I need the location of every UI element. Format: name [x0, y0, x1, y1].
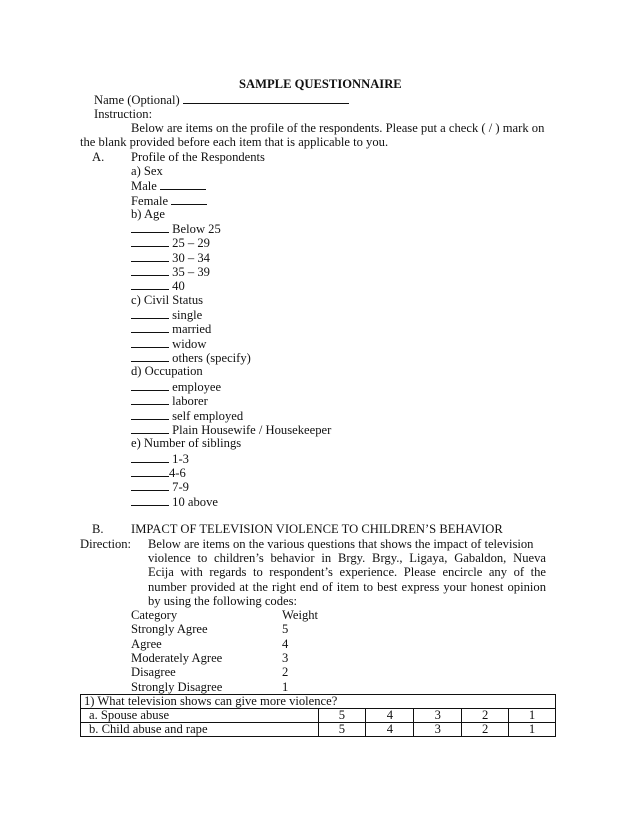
- sex-option-female: [131, 193, 207, 208]
- code-category: Disagree: [131, 665, 176, 679]
- questionnaire-page: [80, 0, 558, 826]
- instruction-label: Instruction:: [94, 107, 153, 121]
- name-blank[interactable]: [183, 92, 349, 104]
- siblings-option: [131, 465, 186, 480]
- name-row: [94, 92, 349, 107]
- occupation-option: [131, 393, 208, 408]
- option-blank[interactable]: [131, 393, 169, 405]
- age-option: [131, 278, 185, 293]
- option-blank[interactable]: [160, 178, 206, 190]
- option-text: single: [172, 308, 203, 322]
- option-text: Plain Housewife / Housekeeper: [172, 423, 332, 437]
- code-weight: 5: [282, 622, 289, 636]
- scale-option[interactable]: 5: [318, 723, 366, 737]
- instruction-line-1: Below are items on the profile of the respondents. Please put a check ( / ) mark on: [131, 121, 545, 135]
- name-label: Name (Optional): [94, 93, 180, 107]
- option-blank[interactable]: [131, 350, 169, 362]
- option-text: 4-6: [169, 466, 186, 480]
- survey-table: [80, 694, 556, 737]
- codes-header-category: Category: [131, 608, 178, 622]
- option-blank[interactable]: [131, 479, 169, 491]
- scale-option[interactable]: 2: [462, 723, 509, 737]
- code-category: Strongly Disagree: [131, 680, 223, 694]
- option-blank[interactable]: [131, 250, 169, 262]
- option-blank[interactable]: [131, 494, 169, 506]
- direction-line: violence to children’s behavior in Brgy. Brgy., Ligaya, Gabaldon, Nueva: [148, 551, 546, 565]
- age-option: [131, 264, 210, 279]
- code-category: Moderately Agree: [131, 651, 223, 665]
- item-label: b. Child abuse and rape: [81, 723, 319, 737]
- civil-option: [131, 307, 202, 322]
- siblings-option: [131, 494, 218, 509]
- occupation-option: [131, 408, 243, 423]
- option-text: employee: [172, 380, 222, 394]
- code-weight: 1: [282, 680, 289, 694]
- age-label: b) Age: [131, 207, 165, 221]
- direction-label: Direction:: [80, 537, 132, 551]
- section-a-letter: A.: [92, 150, 105, 164]
- option-text: others (specify): [172, 351, 251, 365]
- scale-option[interactable]: 1: [509, 723, 556, 737]
- code-weight: 4: [282, 637, 289, 651]
- option-blank[interactable]: [131, 422, 169, 434]
- direction-line: number provided at the right end of item to best express your honest opinion: [148, 580, 546, 594]
- option-blank[interactable]: [131, 379, 169, 391]
- civil-option: [131, 321, 211, 336]
- question-text: 1) What television shows can give more violence?: [81, 695, 556, 709]
- sex-label: a) Sex: [131, 164, 163, 178]
- age-option: [131, 221, 221, 236]
- option-text: laborer: [172, 394, 208, 408]
- siblings-label: e) Number of siblings: [131, 436, 242, 450]
- option-text: 7-9: [172, 480, 189, 494]
- table-row: [81, 709, 556, 723]
- option-blank[interactable]: [131, 264, 169, 276]
- option-text: Female: [131, 194, 169, 208]
- section-a-heading: Profile of the Respondents: [131, 150, 265, 164]
- option-text: 1-3: [172, 452, 189, 466]
- option-text: married: [172, 322, 212, 336]
- option-text: widow: [172, 337, 207, 351]
- sex-option-male: [131, 178, 206, 193]
- option-blank[interactable]: [131, 336, 169, 348]
- siblings-option: [131, 479, 189, 494]
- option-blank[interactable]: [131, 465, 169, 477]
- civil-option: [131, 336, 206, 351]
- code-weight: 2: [282, 665, 289, 679]
- option-text: 25 – 29: [172, 236, 210, 250]
- option-blank[interactable]: [131, 321, 169, 333]
- codes-header-weight: Weight: [282, 608, 319, 622]
- occupation-option: [131, 422, 331, 437]
- occupation-option: [131, 379, 221, 394]
- option-text: self employed: [172, 409, 244, 423]
- occupation-label: d) Occupation: [131, 364, 203, 378]
- page-title: SAMPLE QUESTIONNAIRE: [239, 77, 402, 91]
- question-row: [81, 695, 556, 709]
- table-row: [81, 723, 556, 737]
- scale-option[interactable]: 3: [414, 709, 462, 723]
- scale-option[interactable]: 5: [318, 709, 366, 723]
- direction-line: Below are items on the various questions that shows the impact of television: [148, 537, 534, 551]
- option-text: 10 above: [172, 495, 218, 509]
- option-blank[interactable]: [171, 193, 207, 205]
- option-blank[interactable]: [131, 221, 169, 233]
- code-weight: 3: [282, 651, 289, 665]
- option-text: 40: [172, 279, 185, 293]
- siblings-option: [131, 451, 189, 466]
- option-text: 35 – 39: [172, 265, 210, 279]
- instruction-line-2: the blank provided before each item that is applicable to you.: [80, 135, 389, 149]
- scale-option[interactable]: 4: [366, 709, 414, 723]
- age-option: [131, 235, 210, 250]
- civil-status-label: c) Civil Status: [131, 293, 204, 307]
- direction-line: Ecija with regards to respondent’s experience. Please encircle any of the: [148, 565, 546, 579]
- option-text: Male: [131, 179, 157, 193]
- option-blank[interactable]: [131, 235, 169, 247]
- option-blank[interactable]: [131, 307, 169, 319]
- option-text: 30 – 34: [172, 251, 210, 265]
- civil-option: [131, 350, 251, 365]
- scale-option[interactable]: 3: [414, 723, 462, 737]
- scale-option[interactable]: 4: [366, 723, 414, 737]
- section-b-heading: IMPACT OF TELEVISION VIOLENCE TO CHILDREN’S BEHAVIOR: [131, 522, 503, 536]
- age-option: [131, 250, 210, 265]
- scale-option[interactable]: 1: [509, 709, 556, 723]
- code-category: Agree: [131, 637, 162, 651]
- item-label: a. Spouse abuse: [81, 709, 319, 723]
- option-blank[interactable]: [131, 278, 169, 290]
- option-blank[interactable]: [131, 408, 169, 420]
- direction-line: by using the following codes:: [148, 594, 298, 608]
- option-text: Below 25: [172, 222, 221, 236]
- section-b-letter: B.: [92, 522, 104, 536]
- option-blank[interactable]: [131, 451, 169, 463]
- code-category: Strongly Agree: [131, 622, 208, 636]
- scale-option[interactable]: 2: [462, 709, 509, 723]
